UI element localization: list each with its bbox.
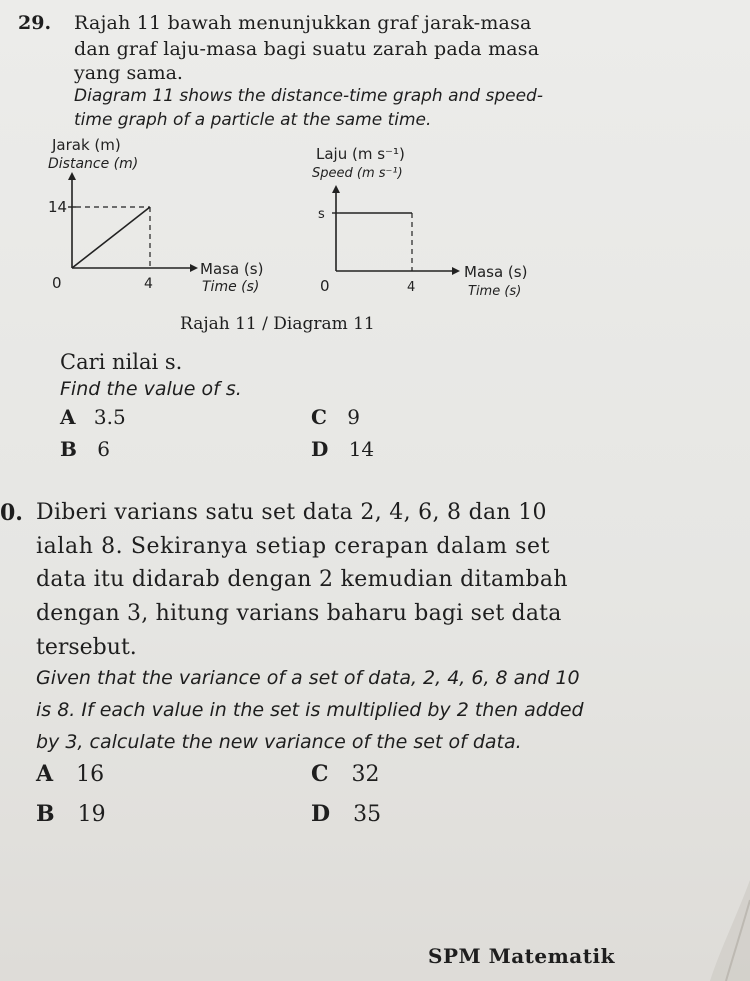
q30-malay-line-5: tersebut.: [36, 635, 137, 660]
graph2-y-label-english: Speed (m s⁻¹): [312, 166, 403, 181]
graph2-origin: 0: [320, 277, 330, 295]
q30-option-b-letter: B: [36, 801, 55, 827]
q30-number: 0.: [0, 500, 23, 526]
q30-option-d-letter: D: [311, 801, 331, 827]
q29-option-c[interactable]: [311, 405, 360, 429]
graph2-y-axis-arrow: [332, 185, 340, 193]
q30-option-a-letter: A: [36, 761, 54, 787]
q30-option-c-letter: C: [311, 761, 329, 787]
q30-option-b-value: 19: [77, 802, 106, 827]
q29-option-a[interactable]: [60, 405, 126, 429]
q29-option-b[interactable]: [60, 437, 110, 461]
q29-option-a-value: 3.5: [93, 405, 126, 429]
q30-english-line-1: Given that the variance of a set of data, 2, 4, 6, 8 and 10: [36, 667, 580, 689]
q30-malay-line-2: ialah 8. Sekiranya setiap cerapan dalam set: [36, 534, 551, 559]
q29-option-d[interactable]: [311, 437, 374, 461]
q29-malay-line-3: yang sama.: [74, 62, 183, 84]
q29-english-line-1: Diagram 11 shows the distance-time graph and speed-: [74, 86, 543, 106]
graph1-line: [72, 207, 150, 268]
graph2-y-tick-s: s: [318, 207, 325, 222]
q30-option-d-value: 35: [353, 802, 382, 827]
q30-english-line-3: by 3, calculate the new variance of the set of data.: [36, 731, 522, 753]
q30-option-c[interactable]: [311, 761, 380, 787]
diagram-caption: Rajah 11 / Diagram 11: [180, 314, 375, 334]
q30-option-a-value: 16: [76, 762, 105, 787]
graph1-origin: 0: [52, 274, 62, 292]
graph2-x-tick-4: 4: [407, 280, 416, 295]
q29-option-d-value: 14: [348, 437, 375, 461]
graph2-y-label-malay: Laju (m s⁻¹): [316, 145, 405, 163]
graph2-x-label-english: Time (s): [468, 284, 522, 299]
q29-english-line-2: time graph of a particle at the same time.: [74, 110, 432, 130]
q29-number: 29.: [18, 12, 52, 34]
q29-option-d-letter: D: [311, 437, 329, 461]
q30-english-line-2: is 8. If each value in the set is multiplied by 2 then added: [36, 699, 584, 721]
q29-option-b-value: 6: [97, 437, 110, 461]
q30-option-c-value: 32: [351, 762, 380, 787]
graph1-x-label-malay: Masa (s): [200, 260, 264, 278]
graph1-y-tick-14: 14: [48, 198, 68, 216]
graph2-x-label-malay: Masa (s): [464, 263, 528, 281]
graph1-y-label-english: Distance (m): [48, 156, 139, 172]
distance-time-graph: [40, 128, 300, 308]
q29-option-c-letter: C: [311, 405, 327, 429]
q29-question-english: Find the value of s.: [60, 378, 242, 400]
graph1-x-axis-arrow: [190, 264, 198, 272]
q29-malay-line-2: dan graf laju-masa bagi suatu zarah pada masa: [74, 38, 540, 60]
q29-option-c-value: 9: [347, 405, 361, 429]
q30-option-b[interactable]: [36, 801, 106, 827]
page-edge-shadow: [640, 880, 750, 981]
graph1-y-label-malay: Jarak (m): [52, 136, 121, 154]
q30-malay-line-3: data itu didarab dengan 2 kemudian ditambah: [36, 567, 568, 592]
footer-label: SPM Matematik: [428, 944, 615, 968]
q29-question-malay: Cari nilai s.: [60, 350, 183, 374]
q30-malay-line-1: Diberi varians satu set data 2, 4, 6, 8 dan 10: [36, 500, 547, 525]
q29-option-b-letter: B: [60, 437, 77, 461]
graph1-x-label-english: Time (s): [202, 279, 260, 295]
graph1-x-tick-4: 4: [144, 276, 153, 292]
q29-option-a-letter: A: [60, 405, 76, 429]
q30-malay-line-4: dengan 3, hitung varians baharu bagi set data: [36, 601, 562, 626]
q30-option-a[interactable]: [36, 761, 104, 787]
speed-time-graph: [300, 135, 560, 310]
q30-option-d[interactable]: [311, 801, 381, 827]
graph2-x-axis-arrow: [452, 267, 460, 275]
graph1-y-axis-arrow: [68, 172, 76, 180]
q29-malay-line-1: Rajah 11 bawah menunjukkan graf jarak-masa: [74, 12, 532, 34]
